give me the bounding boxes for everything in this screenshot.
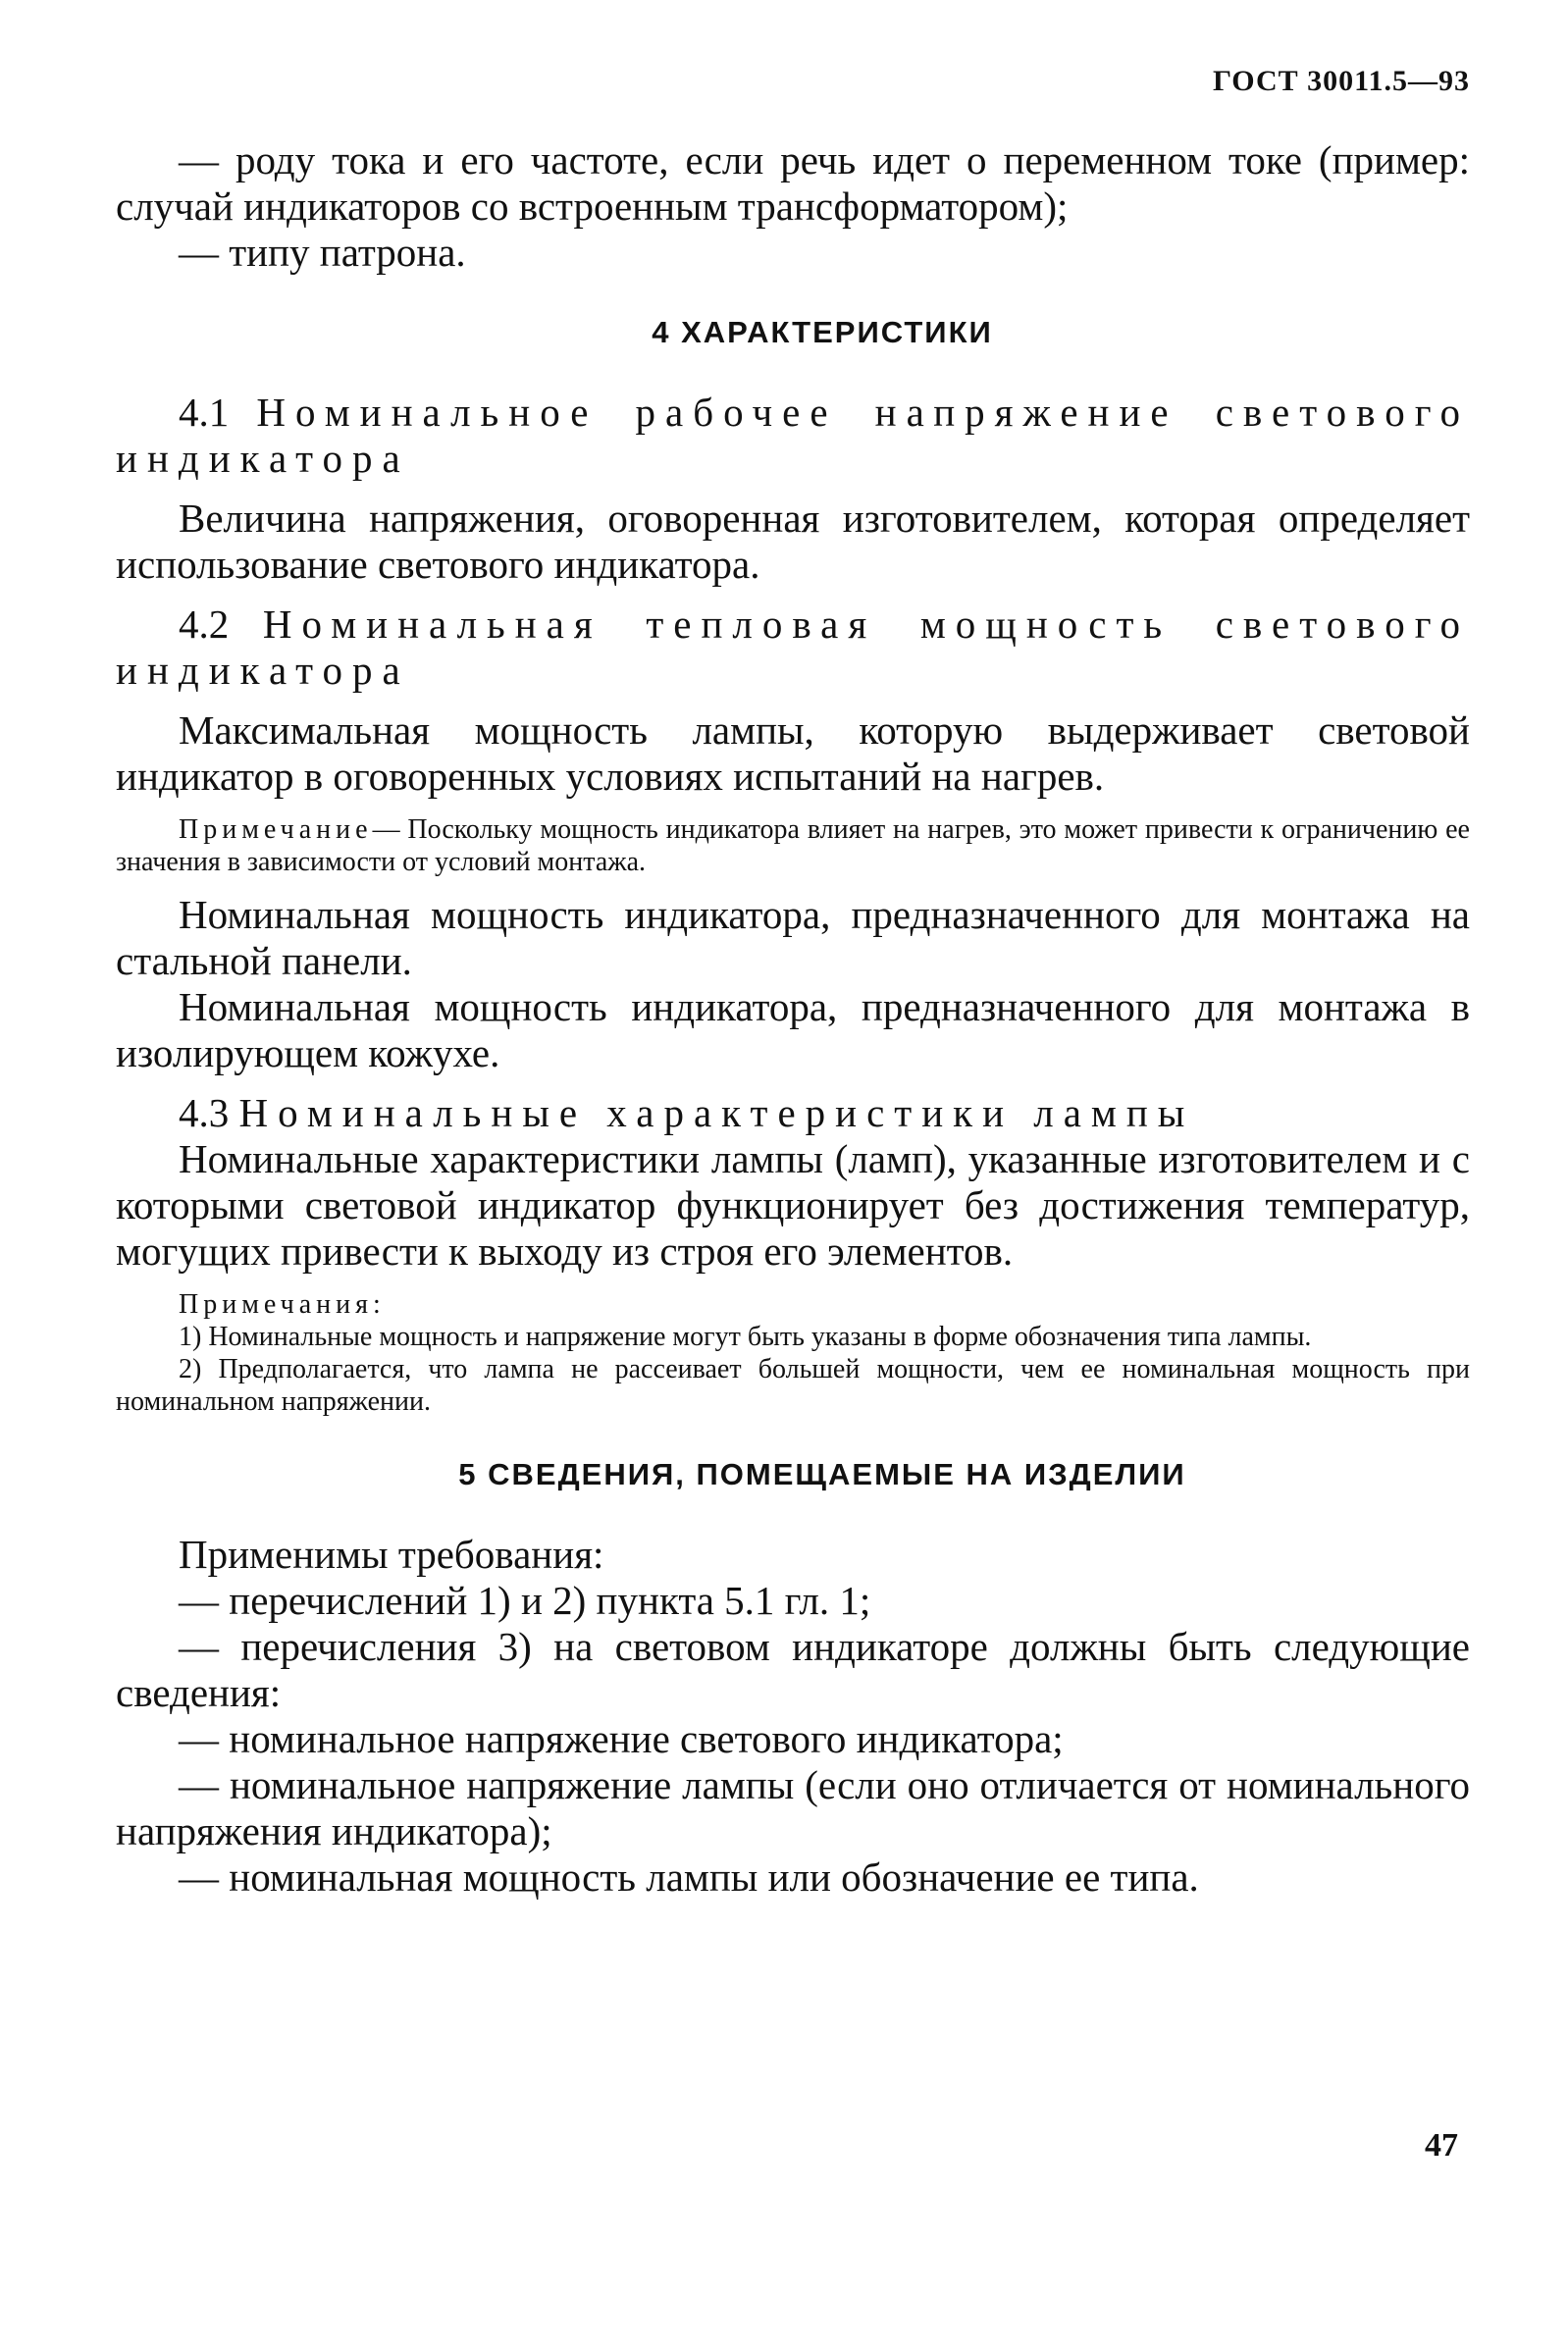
clause-4-2-note [116,813,1470,878]
clause-4-2-para-2: Номинальная мощность индикатора, предназначенного для монтажа в изолирующем кожухе. [116,984,1470,1075]
section-5-heading: 5 СВЕДЕНИЯ, ПОМЕЩАЕМЫЕ НА ИЗДЕЛИИ [458,1457,1186,1491]
section-4-heading: 4 ХАРАКТЕРИСТИКИ [652,315,993,349]
intro-item-2: — типу патрона. [179,230,466,275]
clause-4-1-title [116,390,1470,482]
clause-4-1-text: Величина напряжения, оговоренная изготовителем, которая определяет использование светового индикатора. [116,496,1470,587]
section-5-intro: Применимы требования: [179,1532,604,1577]
clause-4-3-title [116,1090,1470,1136]
clause-4-2-para-1: Номинальная мощность индикатора, предназначенного для монтажа на стальной панели. [116,892,1470,983]
clause-4-1-heading: Номинальное рабочее напряжение светового индикатора [116,390,1470,481]
page-number: 47 [1425,2127,1458,2164]
clause-4-3-notes-label [116,1288,1470,1321]
section-5-item-1: — перечислений 1) и 2) пункта 5.1 гл. 1; [179,1578,871,1623]
clause-4-3-number: 4.3 [179,1090,230,1135]
section-5-item-2: — перечисления 3) на световом индикаторе должны быть следующие сведения: [116,1624,1470,1715]
clause-4-2-heading: Номинальная тепловая мощность светового индикатора [116,601,1470,693]
section-5-item-3: — номинальное напряжение светового индикатора; [179,1716,1064,1761]
clause-4-3-text: Номинальные характеристики лампы (ламп), указанные изготовителем и с которыми световой индикатор функционирует без достижения температур, могущих привести к выходу из строя его элементов. [116,1136,1470,1274]
intro-item-1: — роду тока и его частоте, если речь идет о переменном токе (пример: случай индикаторов со встроенным трансформатором); [116,137,1470,229]
section-5-item-4: — номинальное напряжение лампы (если оно отличается от номинального напряжения индикатора); [116,1762,1470,1853]
note-label: Примечание [179,814,373,845]
clause-4-2-number: 4.2 [179,601,230,647]
section-5-item-5: — номинальная мощность лампы или обозначение ее типа. [179,1854,1199,1900]
clause-4-1-number: 4.1 [179,390,230,435]
document-body [116,137,1470,1901]
clause-4-3-note-1: 1) Номинальные мощность и напряжение могут быть указаны в форме обозначения типа лампы. [179,1322,1312,1352]
standard-code-header: ГОСТ 30011.5—93 [1212,65,1470,97]
note-text: — Поскольку мощность индикатора влияет на нагрев, это может привести к ограничению ее значения в зависимости от условий монтажа. [116,814,1470,877]
notes-label: Примечания: [179,1289,386,1320]
clause-4-3-heading: Номинальные характеристики лампы [238,1090,1195,1135]
clause-4-2-title [116,601,1470,694]
clause-4-3-note-2: 2) Предполагается, что лампа не рассеивает большей мощности, чем ее номинальная мощность при номинальном напряжении. [116,1354,1470,1417]
clause-4-2-text: Максимальная мощность лампы, которую выдерживает световой индикатор в оговоренных условиях испытаний на нагрев. [116,707,1470,799]
